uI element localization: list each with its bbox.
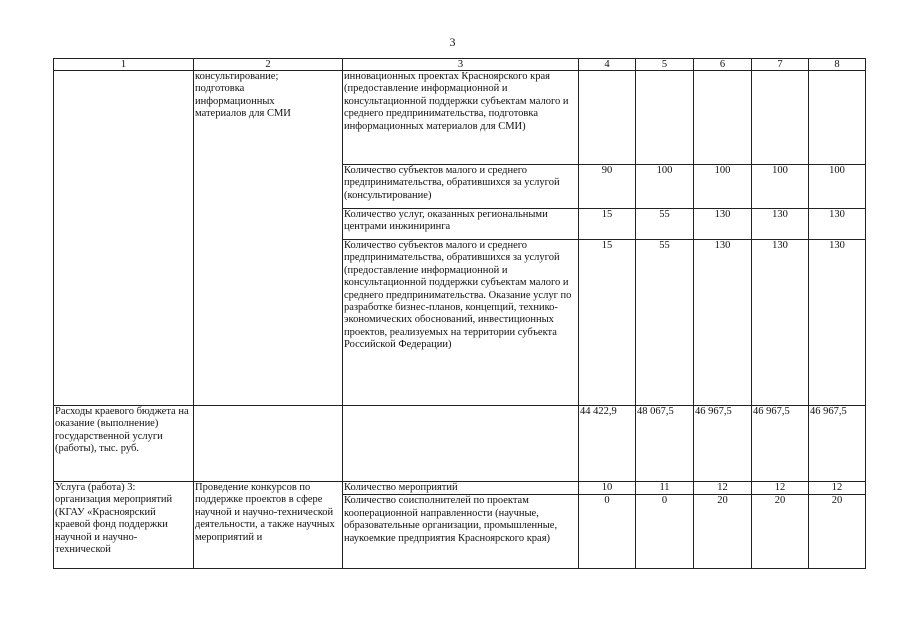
expense-value-cell: 44 422,9 [579,406,636,482]
value-cell: 130 [809,209,866,240]
indicator-cell: инновационных проектах Красноярского края (предоставление информационной и консультационной поддержки субъектам малого и среднего предпринимательства, подготовка информационных материалов для СМИ) [343,71,579,165]
header-cell: 8 [809,59,866,71]
service-name-cell: Услуга (работа) 3: организация мероприятий (КГАУ «Красноярский краевой фонд поддержки научной и научно-технической [54,482,194,569]
header-cell: 1 [54,59,194,71]
empty-cell [194,406,343,482]
value-cell: 12 [752,482,809,495]
expense-value-cell: 46 967,5 [809,406,866,482]
empty-cell [343,406,579,482]
value-cell: 100 [694,165,752,209]
value-cell [694,71,752,165]
expenses-label-cell: Расходы краевого бюджета на оказание (выполнение) государственной услуги (работы), тыс. руб. [54,406,194,482]
expense-value-cell: 46 967,5 [694,406,752,482]
value-cell: 12 [809,482,866,495]
value-cell: 90 [579,165,636,209]
value-cell: 0 [636,495,694,569]
value-cell: 20 [694,495,752,569]
value-cell: 0 [579,495,636,569]
value-cell: 130 [694,240,752,406]
header-cell: 3 [343,59,579,71]
value-cell: 55 [636,240,694,406]
value-cell: 15 [579,209,636,240]
indicator-cell: Количество субъектов малого и среднего предпринимательства, обратившихся за услугой (консультирование) [343,165,579,209]
indicator-cell: Количество субъектов малого и среднего предпринимательства, обратившихся за услугой (предоставление информационной и консультационной поддержки субъектам малого и среднего предпринимательства. Оказание услуг по разработке бизнес-планов, концепций, технико-экономических обоснований, инвестиционных проектов, реализуемых на территории субъекта Российской Федерации) [343,240,579,406]
header-cell: 5 [636,59,694,71]
expense-value-cell: 46 967,5 [752,406,809,482]
value-cell: 100 [636,165,694,209]
table-row [54,406,866,482]
value-cell: 55 [636,209,694,240]
service-content-cell: Проведение конкурсов по поддержке проектов в сфере научной и научно-технической деятельности, а также научных мероприятий и [194,482,343,569]
value-cell [579,71,636,165]
value-cell: 20 [752,495,809,569]
table-row [54,71,866,165]
value-cell: 100 [752,165,809,209]
value-cell [809,71,866,165]
value-cell: 15 [579,240,636,406]
header-cell: 2 [194,59,343,71]
value-cell: 130 [809,240,866,406]
value-cell: 11 [636,482,694,495]
value-cell [636,71,694,165]
indicator-cell: Количество соисполнителей по проектам кооперационной направленности (научные, образовательные организации, промышленные, наукоемкие предприятия Красноярского края) [343,495,579,569]
indicator-cell: Количество мероприятий [343,482,579,495]
indicator-cell: Количество услуг, оказанных региональными центрами инжиниринга [343,209,579,240]
expense-value-cell: 48 067,5 [636,406,694,482]
value-cell [752,71,809,165]
value-cell: 20 [809,495,866,569]
value-cell: 100 [809,165,866,209]
value-cell: 12 [694,482,752,495]
table-row [54,482,866,495]
page-number: 3 [449,35,456,49]
value-cell: 130 [752,240,809,406]
service-content-cell: консультирование; подготовка информационных материалов для СМИ [194,71,343,406]
value-cell: 130 [752,209,809,240]
header-cell: 4 [579,59,636,71]
header-cell: 7 [752,59,809,71]
header-cell: 6 [694,59,752,71]
value-cell: 10 [579,482,636,495]
column-number-header-row [54,59,866,71]
service-name-cell [54,71,194,406]
value-cell: 130 [694,209,752,240]
services-table [53,58,866,569]
